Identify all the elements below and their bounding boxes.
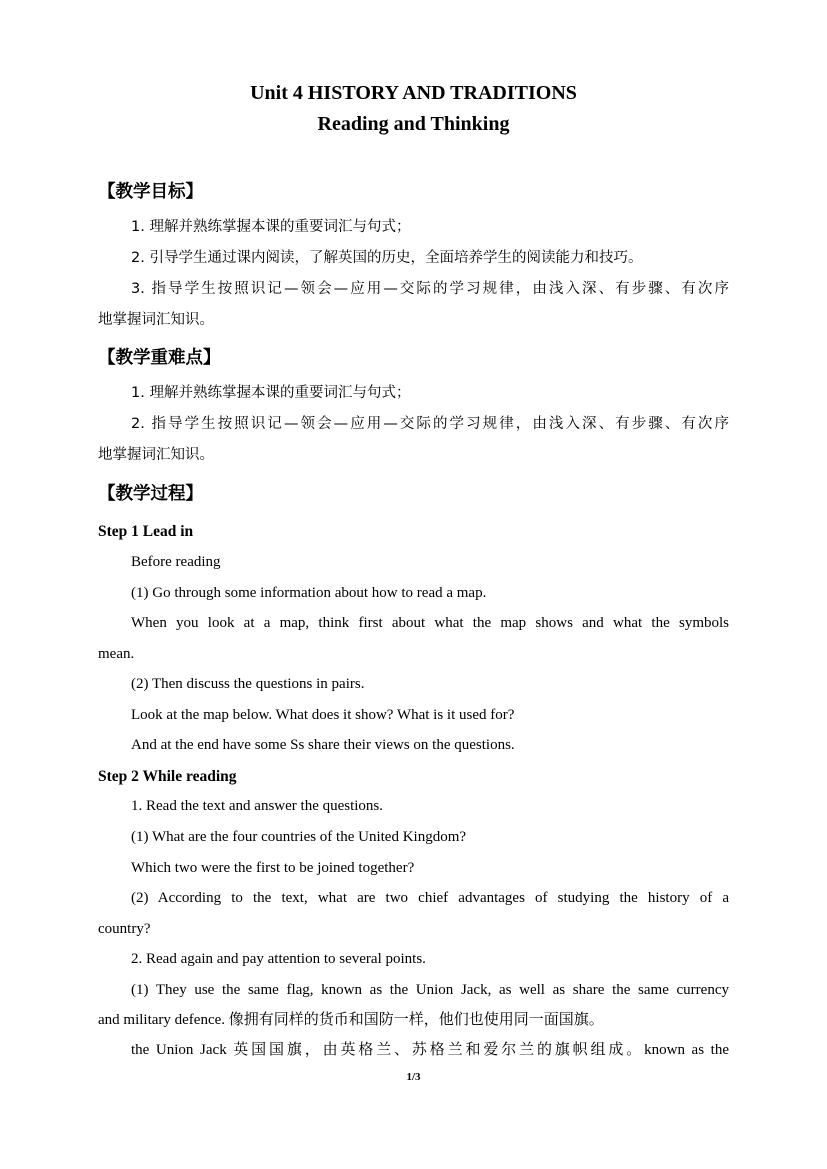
step-1-paragraph-2-continued: mean. <box>98 646 135 662</box>
step-2-paragraph-1: 1. Read the text and answer the questions. <box>131 798 384 814</box>
objective-item-2: 2. 引导学生通过课内阅读，了解英国的历史，全面培养学生的阅读能力和技巧。 <box>131 250 643 266</box>
step-2-paragraph-7: the Union Jack 英国国旗，由英格兰、苏格兰和爱尔兰的旗帜组成。known as the <box>131 1042 729 1058</box>
step-2-paragraph-6: (1) They use the same flag, known as the Union Jack, as well as share the same currency <box>131 982 729 998</box>
step-2-paragraph-2: (1) What are the four countries of the United Kingdom? <box>131 829 467 845</box>
page-number: 1/3 <box>406 1071 421 1083</box>
step-1-paragraph-4: Look at the map below. What does it show? What is it used for? <box>131 707 515 723</box>
key-point-item-2: 2. 指导学生按照识记—领会—应用—交际的学习规律，由浅入深、有步骤、有次序 <box>131 416 729 432</box>
step-2-paragraph-4-continued: country? <box>98 921 151 937</box>
step-2-heading: Step 2 While reading <box>98 768 237 785</box>
step-1-paragraph-5: And at the end have some Ss share their views on the questions. <box>131 737 515 753</box>
objective-item-3-continued: 地掌握词汇知识。 <box>98 312 214 328</box>
step-1-paragraph-1: (1) Go through some information about how to read a map. <box>131 585 487 601</box>
key-points-heading: 【教学重难点】 <box>98 348 221 368</box>
document-title: Unit 4 HISTORY AND TRADITIONS <box>250 82 577 104</box>
step-2-paragraph-5: 2. Read again and pay attention to several points. <box>131 951 426 967</box>
objective-item-1: 1. 理解并熟练掌握本课的重要词汇与句式； <box>131 219 411 235</box>
objective-item-3: 3. 指导学生按照识记—领会—应用—交际的学习规律，由浅入深、有步骤、有次序 <box>131 281 729 297</box>
document-subtitle: Reading and Thinking <box>317 113 510 135</box>
process-heading: 【教学过程】 <box>98 484 203 504</box>
step-2-paragraph-6-continued: and military defence. 像拥有同样的货币和国防一样，他们也使用同一面国旗。 <box>98 1012 604 1028</box>
step-1-heading: Step 1 Lead in <box>98 523 194 540</box>
step-1-before-reading: Before reading <box>131 554 221 570</box>
objectives-heading: 【教学目标】 <box>98 182 203 202</box>
step-2-paragraph-4: (2) According to the text, what are two chief advantages of studying the history of a <box>131 890 729 906</box>
step-1-paragraph-3: (2) Then discuss the questions in pairs. <box>131 676 365 692</box>
step-2-paragraph-3: Which two were the first to be joined together? <box>131 860 415 876</box>
step-1-paragraph-2: When you look at a map, think first about what the map shows and what the symbols <box>131 615 729 631</box>
key-point-item-1: 1. 理解并熟练掌握本课的重要词汇与句式； <box>131 385 411 401</box>
key-point-item-2-continued: 地掌握词汇知识。 <box>98 447 214 463</box>
